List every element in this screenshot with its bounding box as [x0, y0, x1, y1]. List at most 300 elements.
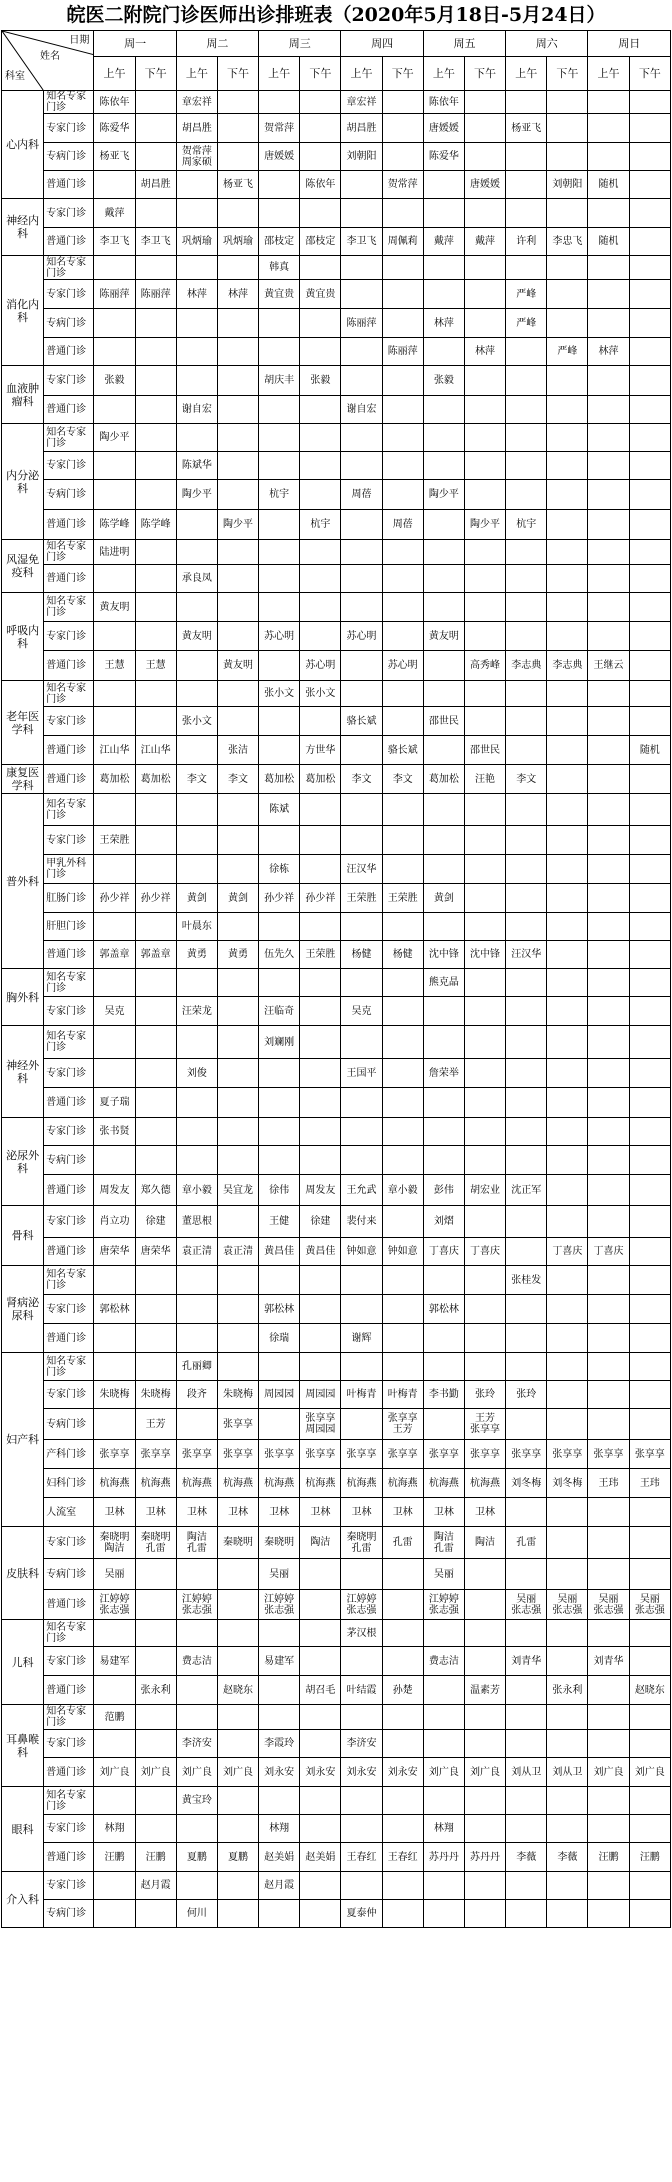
- clinic-type: 专家门诊: [44, 1647, 94, 1676]
- doctor-cell: [464, 884, 505, 913]
- doctor-cell: 杭宇: [259, 480, 300, 510]
- doctor-cell: 周发友: [94, 1175, 135, 1206]
- doctor-cell: [94, 1620, 135, 1647]
- doctor-cell: 陈斌: [259, 794, 300, 826]
- doctor-cell: 王慧: [94, 651, 135, 681]
- doctor-cell: 段齐: [176, 1381, 217, 1409]
- doctor-cell: [506, 256, 547, 280]
- department-name: 肾病泌尿科: [2, 1266, 44, 1353]
- schedule-row: [2, 941, 671, 969]
- doctor-cell: [135, 826, 176, 855]
- schedule-row: [2, 765, 671, 794]
- doctor-cell: [176, 736, 217, 765]
- doctor-cell: [217, 1059, 258, 1088]
- doctor-cell: 王荣胜: [300, 941, 341, 969]
- doctor-cell: [382, 396, 423, 424]
- doctor-cell: [506, 480, 547, 510]
- doctor-cell: [382, 1730, 423, 1758]
- doctor-cell: 王芳 张享享: [464, 1409, 505, 1440]
- doctor-cell: [588, 593, 629, 622]
- doctor-cell: [94, 1409, 135, 1440]
- doctor-cell: 陶少平: [464, 510, 505, 540]
- doctor-cell: [382, 913, 423, 941]
- day-header: 周六: [506, 31, 588, 57]
- doctor-cell: 邵枝定: [300, 228, 341, 256]
- doctor-cell: [382, 1620, 423, 1647]
- doctor-cell: 孔雷: [382, 1527, 423, 1559]
- doctor-cell: [341, 1815, 382, 1843]
- doctor-cell: 张享享: [217, 1409, 258, 1440]
- schedule-row: [2, 480, 671, 510]
- doctor-cell: 谢自宏: [341, 396, 382, 424]
- doctor-cell: [217, 424, 258, 452]
- doctor-cell: [341, 794, 382, 826]
- doctor-cell: [135, 1730, 176, 1758]
- doctor-cell: [341, 1118, 382, 1146]
- doctor-cell: [135, 1353, 176, 1381]
- doctor-cell: 何川: [176, 1900, 217, 1928]
- doctor-cell: [217, 913, 258, 941]
- doctor-cell: 杨健: [382, 941, 423, 969]
- doctor-cell: [547, 1787, 588, 1815]
- doctor-cell: [382, 1647, 423, 1676]
- doctor-cell: [588, 1787, 629, 1815]
- doctor-cell: [629, 1900, 670, 1928]
- page-title: 皖医二附院门诊医师出诊排班表（2020年5月18日-5月24日）: [66, 4, 606, 26]
- doctor-cell: 汪鹏: [629, 1843, 670, 1872]
- doctor-cell: [588, 366, 629, 396]
- doctor-cell: [629, 1872, 670, 1900]
- clinic-type: 普通门诊: [44, 941, 94, 969]
- doctor-cell: [547, 855, 588, 884]
- doctor-cell: [629, 826, 670, 855]
- doctor-cell: [547, 736, 588, 765]
- doctor-cell: 杭海燕: [176, 1469, 217, 1498]
- doctor-cell: 杭海燕: [135, 1469, 176, 1498]
- schedule-row: [2, 309, 671, 338]
- doctor-cell: [341, 736, 382, 765]
- day-header: 周五: [423, 31, 505, 57]
- doctor-cell: [423, 1787, 464, 1815]
- doctor-cell: [382, 681, 423, 707]
- doctor-cell: [588, 941, 629, 969]
- doctor-cell: 张小文: [259, 681, 300, 707]
- schedule-row: [2, 424, 671, 452]
- doctor-cell: [547, 366, 588, 396]
- doctor-cell: [94, 1026, 135, 1059]
- doctor-cell: [629, 1815, 670, 1843]
- doctor-cell: [94, 309, 135, 338]
- doctor-cell: [300, 565, 341, 593]
- doctor-cell: [588, 480, 629, 510]
- doctor-cell: [423, 1026, 464, 1059]
- clinic-type: 专病门诊: [44, 1409, 94, 1440]
- doctor-cell: [341, 452, 382, 480]
- doctor-cell: [464, 794, 505, 826]
- doctor-cell: [217, 1146, 258, 1175]
- doctor-cell: 陈依年: [94, 91, 135, 114]
- doctor-cell: 卫林: [94, 1498, 135, 1527]
- doctor-cell: [176, 366, 217, 396]
- doctor-cell: 贺常萍: [382, 171, 423, 199]
- doctor-cell: 卫林: [176, 1498, 217, 1527]
- doctor-cell: [464, 309, 505, 338]
- doctor-cell: [94, 1787, 135, 1815]
- doctor-cell: [259, 1787, 300, 1815]
- doctor-cell: [588, 826, 629, 855]
- doctor-cell: 张玲: [506, 1381, 547, 1409]
- clinic-type: 肝胆门诊: [44, 913, 94, 941]
- doctor-cell: [629, 199, 670, 228]
- doctor-cell: [588, 1324, 629, 1353]
- doctor-cell: 夏鹏: [176, 1843, 217, 1872]
- doctor-cell: [259, 1900, 300, 1928]
- doctor-cell: [423, 593, 464, 622]
- doctor-cell: [300, 826, 341, 855]
- doctor-cell: [423, 1409, 464, 1440]
- doctor-cell: [629, 707, 670, 736]
- doctor-cell: 卫林: [300, 1498, 341, 1527]
- doctor-cell: [506, 1238, 547, 1266]
- doctor-cell: [464, 396, 505, 424]
- doctor-cell: [94, 707, 135, 736]
- doctor-cell: [506, 969, 547, 997]
- clinic-type: 普通门诊: [44, 651, 94, 681]
- doctor-cell: 郭盖章: [94, 941, 135, 969]
- doctor-cell: [464, 826, 505, 855]
- doctor-cell: [464, 480, 505, 510]
- doctor-cell: [259, 1705, 300, 1730]
- doctor-cell: [588, 143, 629, 171]
- doctor-cell: [506, 1559, 547, 1590]
- doctor-cell: 丁喜庆: [423, 1238, 464, 1266]
- clinic-type: 专家门诊: [44, 199, 94, 228]
- department-name: 泌尿外科: [2, 1118, 44, 1206]
- doctor-cell: [94, 452, 135, 480]
- doctor-cell: [135, 1590, 176, 1620]
- doctor-cell: 黄勇: [217, 941, 258, 969]
- doctor-cell: [547, 452, 588, 480]
- doctor-cell: 刘广良: [629, 1758, 670, 1787]
- doctor-cell: [547, 1498, 588, 1527]
- doctor-cell: [547, 91, 588, 114]
- doctor-cell: [588, 396, 629, 424]
- schedule-row: [2, 1620, 671, 1647]
- doctor-cell: 吴克: [94, 997, 135, 1026]
- doctor-cell: 叶晨东: [176, 913, 217, 941]
- doctor-cell: [176, 510, 217, 540]
- doctor-cell: 唐荣华: [94, 1238, 135, 1266]
- schedule-row: [2, 1758, 671, 1787]
- doctor-cell: [588, 1498, 629, 1527]
- doctor-cell: 王允武: [341, 1175, 382, 1206]
- doctor-cell: [547, 480, 588, 510]
- doctor-cell: [629, 91, 670, 114]
- doctor-cell: [217, 1026, 258, 1059]
- doctor-cell: 杨健: [341, 941, 382, 969]
- doctor-cell: [547, 1527, 588, 1559]
- doctor-cell: 刘广良: [94, 1758, 135, 1787]
- doctor-cell: [547, 540, 588, 565]
- schedule-row: [2, 1353, 671, 1381]
- doctor-cell: [135, 1118, 176, 1146]
- clinic-type: 普通门诊: [44, 1676, 94, 1705]
- pm-header: 下午: [547, 57, 588, 91]
- schedule-row: [2, 114, 671, 143]
- doctor-cell: 黄剑: [217, 884, 258, 913]
- clinic-type: 专家门诊: [44, 366, 94, 396]
- doctor-cell: [217, 114, 258, 143]
- schedule-row: [2, 228, 671, 256]
- doctor-cell: 易建军: [94, 1647, 135, 1676]
- department-name: 血液肿瘤科: [2, 366, 44, 424]
- doctor-cell: [506, 1620, 547, 1647]
- clinic-type: 普通门诊: [44, 1088, 94, 1118]
- doctor-cell: 黄宜贵: [259, 280, 300, 309]
- doctor-cell: [382, 143, 423, 171]
- doctor-cell: [629, 1059, 670, 1088]
- doctor-cell: 黄宜贵: [300, 280, 341, 309]
- doctor-cell: [464, 1705, 505, 1730]
- doctor-cell: 李薇: [506, 1843, 547, 1872]
- doctor-cell: 彭伟: [423, 1175, 464, 1206]
- doctor-cell: [629, 884, 670, 913]
- doctor-cell: [547, 510, 588, 540]
- doctor-cell: 戴萍: [94, 199, 135, 228]
- doctor-cell: [629, 1206, 670, 1238]
- doctor-cell: [588, 1266, 629, 1295]
- schedule-row: [2, 855, 671, 884]
- doctor-cell: [217, 199, 258, 228]
- clinic-type: 知名专家门诊: [44, 969, 94, 997]
- doctor-cell: 汪汉华: [341, 855, 382, 884]
- clinic-type: 普通门诊: [44, 565, 94, 593]
- doctor-cell: 陈依年: [300, 171, 341, 199]
- doctor-cell: 随机: [588, 228, 629, 256]
- doctor-cell: [588, 622, 629, 651]
- doctor-cell: [217, 1559, 258, 1590]
- doctor-cell: 郭盖章: [135, 941, 176, 969]
- doctor-cell: 陈爱华: [94, 114, 135, 143]
- doctor-cell: [547, 396, 588, 424]
- doctor-cell: 杭海燕: [382, 1469, 423, 1498]
- doctor-cell: [259, 1059, 300, 1088]
- doctor-cell: [547, 1206, 588, 1238]
- doctor-cell: [382, 309, 423, 338]
- clinic-type: 知名专家门诊: [44, 1266, 94, 1295]
- clinic-type: 知名专家门诊: [44, 593, 94, 622]
- schedule-row: [2, 1647, 671, 1676]
- doctor-cell: 张享享: [94, 1440, 135, 1469]
- doctor-cell: 杭海燕: [464, 1469, 505, 1498]
- doctor-cell: 韩真: [259, 256, 300, 280]
- doctor-cell: 刘朝阳: [547, 171, 588, 199]
- doctor-cell: 吴丽 张志强: [506, 1590, 547, 1620]
- doctor-cell: [217, 565, 258, 593]
- doctor-cell: [341, 969, 382, 997]
- schedule-row: [2, 256, 671, 280]
- doctor-cell: [629, 1353, 670, 1381]
- doctor-cell: [423, 510, 464, 540]
- doctor-cell: 胡召毛: [300, 1676, 341, 1705]
- doctor-cell: [300, 143, 341, 171]
- doctor-cell: [217, 143, 258, 171]
- doctor-cell: 周佩莉: [382, 228, 423, 256]
- doctor-cell: 李薇: [547, 1843, 588, 1872]
- doctor-cell: 李济安: [341, 1730, 382, 1758]
- doctor-cell: [217, 1815, 258, 1843]
- doctor-cell: [259, 826, 300, 855]
- doctor-cell: [588, 199, 629, 228]
- doctor-cell: 吴丽 张志强: [588, 1590, 629, 1620]
- doctor-cell: [588, 1705, 629, 1730]
- doctor-cell: [506, 366, 547, 396]
- doctor-cell: [423, 256, 464, 280]
- doctor-cell: [547, 1175, 588, 1206]
- doctor-cell: 袁正清: [217, 1238, 258, 1266]
- doctor-cell: 刘广良: [588, 1758, 629, 1787]
- doctor-cell: [506, 1872, 547, 1900]
- doctor-cell: 汪鹏: [94, 1843, 135, 1872]
- doctor-cell: [382, 452, 423, 480]
- doctor-cell: [629, 540, 670, 565]
- doctor-cell: [547, 256, 588, 280]
- doctor-cell: 苏心明: [259, 622, 300, 651]
- doctor-cell: [629, 1266, 670, 1295]
- clinic-type: 普通门诊: [44, 1324, 94, 1353]
- doctor-cell: 孙少祥: [135, 884, 176, 913]
- doctor-cell: [629, 143, 670, 171]
- doctor-cell: [259, 1676, 300, 1705]
- clinic-type: 普通门诊: [44, 736, 94, 765]
- doctor-cell: [259, 1353, 300, 1381]
- doctor-cell: [217, 309, 258, 338]
- clinic-type: 专家门诊: [44, 1295, 94, 1324]
- doctor-cell: 叶结霞: [341, 1676, 382, 1705]
- doctor-cell: 李文: [217, 765, 258, 794]
- doctor-cell: [135, 452, 176, 480]
- header-row-halfday: [2, 57, 671, 91]
- department-name: 神经外科: [2, 1026, 44, 1118]
- doctor-cell: 陶洁 孔雷: [176, 1527, 217, 1559]
- doctor-cell: [506, 736, 547, 765]
- doctor-cell: [506, 1295, 547, 1324]
- doctor-cell: [94, 1872, 135, 1900]
- doctor-cell: 张享享: [300, 1440, 341, 1469]
- doctor-cell: [423, 913, 464, 941]
- schedule-row: [2, 1469, 671, 1498]
- doctor-cell: [382, 1900, 423, 1928]
- doctor-cell: [629, 171, 670, 199]
- doctor-cell: 丁喜庆: [588, 1238, 629, 1266]
- doctor-cell: [464, 1266, 505, 1295]
- doctor-cell: 卫林: [341, 1498, 382, 1527]
- doctor-cell: 刘永安: [259, 1758, 300, 1787]
- doctor-cell: 徐建: [135, 1206, 176, 1238]
- doctor-cell: 刘广良: [423, 1758, 464, 1787]
- doctor-cell: [382, 1059, 423, 1088]
- doctor-cell: [464, 681, 505, 707]
- doctor-cell: [217, 1705, 258, 1730]
- department-name: 风湿免疫科: [2, 540, 44, 593]
- doctor-cell: [464, 143, 505, 171]
- doctor-cell: 张享享: [341, 1440, 382, 1469]
- doctor-cell: [176, 171, 217, 199]
- doctor-cell: [135, 1295, 176, 1324]
- doctor-cell: [588, 1059, 629, 1088]
- doctor-cell: [259, 540, 300, 565]
- doctor-cell: 黄勇: [176, 941, 217, 969]
- doctor-cell: [464, 1146, 505, 1175]
- doctor-cell: [464, 424, 505, 452]
- clinic-type: 专家门诊: [44, 1381, 94, 1409]
- doctor-cell: [300, 707, 341, 736]
- schedule-row: [2, 143, 671, 171]
- doctor-cell: [629, 256, 670, 280]
- doctor-cell: 费志洁: [176, 1647, 217, 1676]
- doctor-cell: [94, 1900, 135, 1928]
- doctor-cell: [94, 913, 135, 941]
- doctor-cell: 江山华: [94, 736, 135, 765]
- doctor-cell: 刘冬梅: [547, 1469, 588, 1498]
- doctor-cell: [629, 366, 670, 396]
- doctor-cell: [588, 1295, 629, 1324]
- doctor-cell: [135, 91, 176, 114]
- clinic-type: 专病门诊: [44, 309, 94, 338]
- doctor-cell: 吴丽 张志强: [629, 1590, 670, 1620]
- doctor-cell: [382, 1026, 423, 1059]
- doctor-cell: 邵世民: [423, 707, 464, 736]
- doctor-cell: [506, 1088, 547, 1118]
- schedule-row: [2, 91, 671, 114]
- doctor-cell: 李文: [176, 765, 217, 794]
- doctor-cell: [341, 1295, 382, 1324]
- doctor-cell: [547, 114, 588, 143]
- doctor-cell: [464, 969, 505, 997]
- doctor-cell: [217, 1647, 258, 1676]
- doctor-cell: 章小毅: [176, 1175, 217, 1206]
- doctor-cell: [506, 199, 547, 228]
- doctor-cell: 严峰: [506, 309, 547, 338]
- doctor-cell: [382, 1787, 423, 1815]
- doctor-cell: [464, 593, 505, 622]
- doctor-cell: [94, 622, 135, 651]
- clinic-type: 甲乳外科门诊: [44, 855, 94, 884]
- schedule-row: [2, 1266, 671, 1295]
- doctor-cell: [217, 1353, 258, 1381]
- doctor-cell: [217, 1620, 258, 1647]
- doctor-cell: 黄友明: [423, 622, 464, 651]
- doctor-cell: [259, 651, 300, 681]
- doctor-cell: 邵世民: [464, 736, 505, 765]
- schedule-row: [2, 622, 671, 651]
- doctor-cell: [300, 480, 341, 510]
- doctor-cell: [464, 199, 505, 228]
- schedule-row: [2, 826, 671, 855]
- doctor-cell: [341, 1266, 382, 1295]
- doctor-cell: 刘冬梅: [506, 1469, 547, 1498]
- doctor-cell: [629, 913, 670, 941]
- schedule-row: [2, 1440, 671, 1469]
- doctor-cell: [547, 1872, 588, 1900]
- doctor-cell: [506, 707, 547, 736]
- doctor-cell: [506, 1498, 547, 1527]
- schedule-row: [2, 1175, 671, 1206]
- pm-header: 下午: [135, 57, 176, 91]
- doctor-cell: [588, 114, 629, 143]
- doctor-cell: [423, 1705, 464, 1730]
- doctor-cell: [588, 256, 629, 280]
